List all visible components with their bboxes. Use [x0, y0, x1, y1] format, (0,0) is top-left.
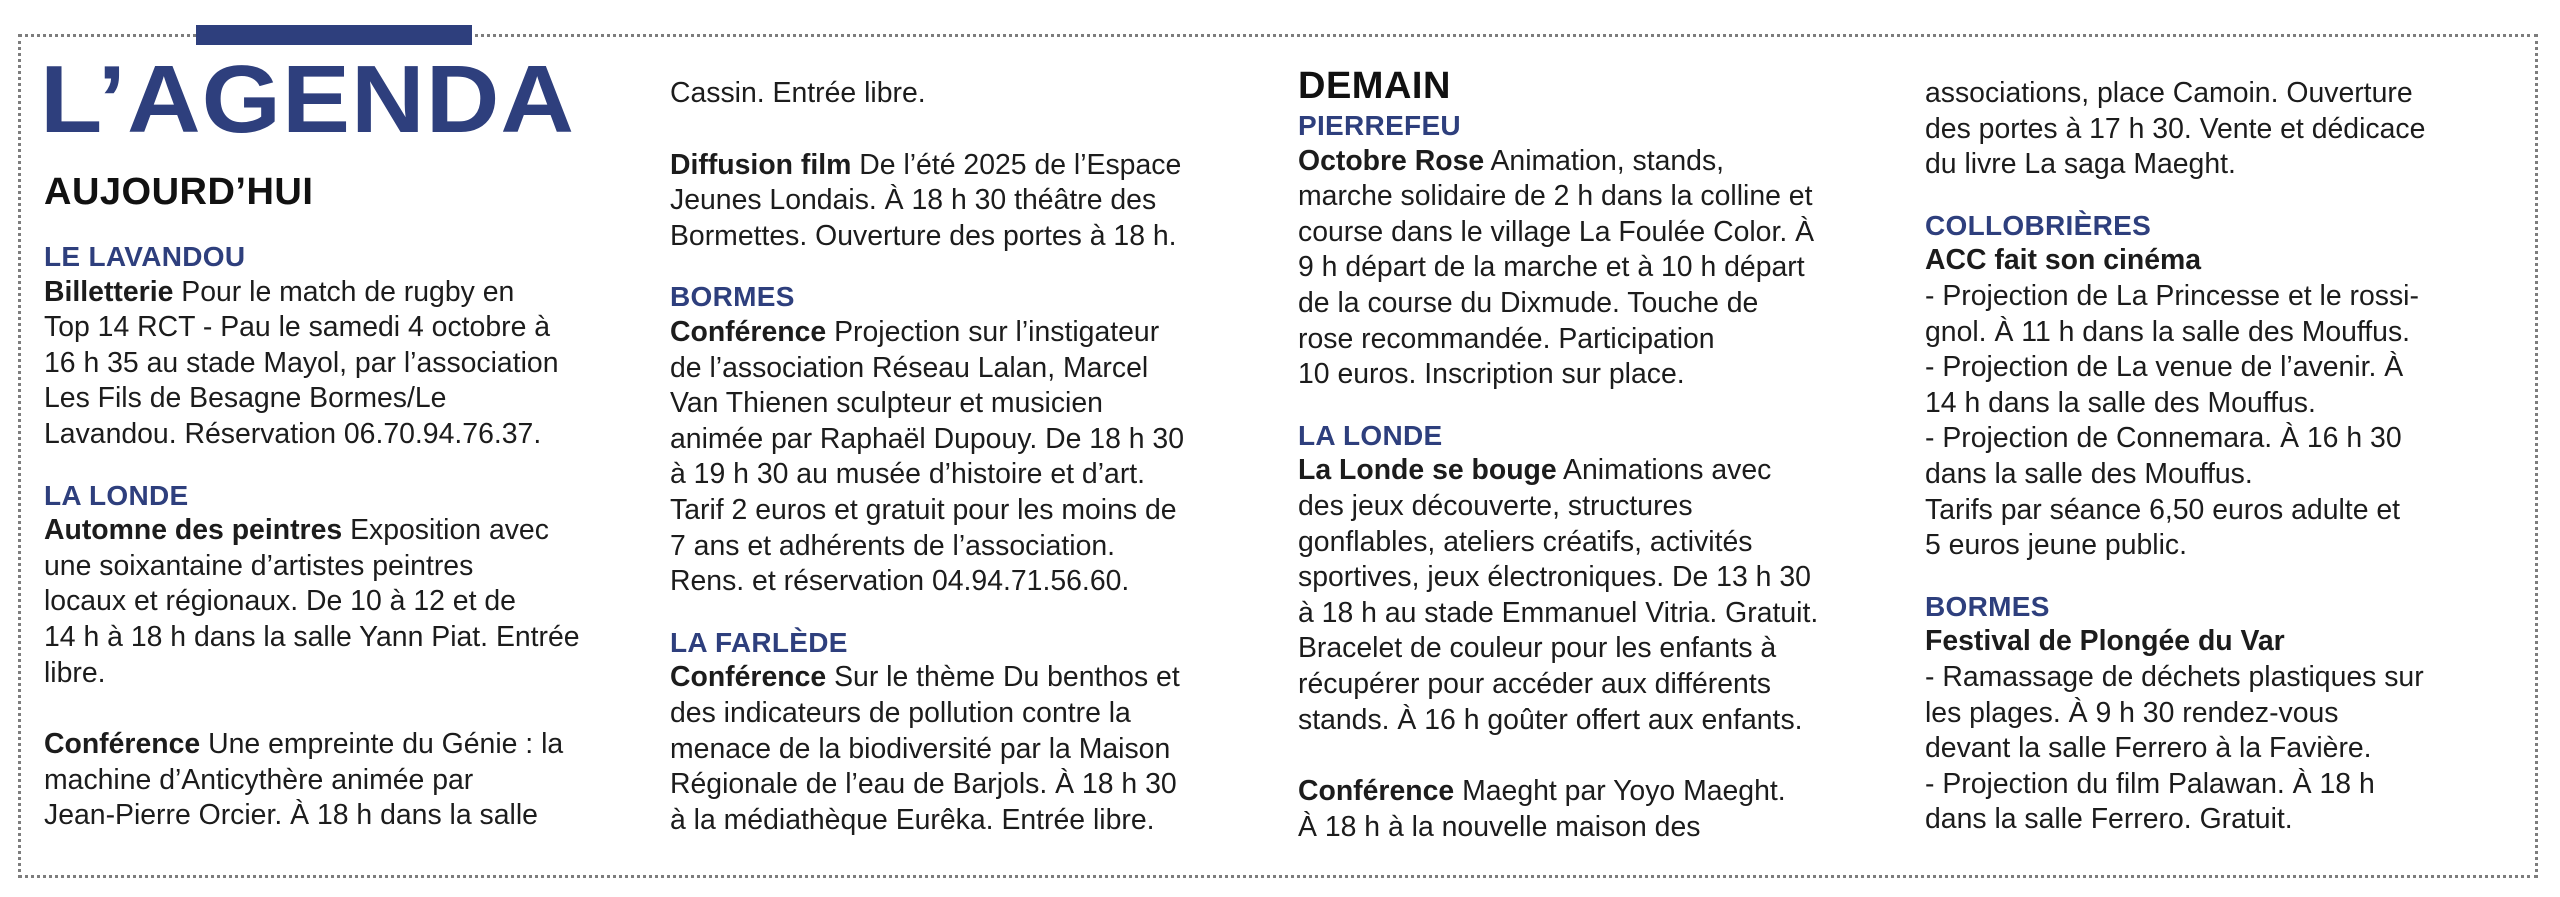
day-heading-tomorrow: DEMAIN — [1298, 65, 1451, 107]
event-text: Rens. et réservation 04.94.71.56.60. — [670, 565, 1130, 598]
event-diffusion-film — [670, 148, 1245, 184]
event-text: Régionale de l’eau de Barjols. À 18 h 30 — [670, 768, 1177, 801]
event-text: - Projection du film Palawan. À 18 h — [1925, 767, 2375, 800]
event-text: Top 14 RCT - Pau le samedi 4 octobre à — [44, 311, 551, 344]
event-text: des jeux découverte, structures — [1298, 489, 1693, 522]
town-collobrieres: COLLOBRIÈRES — [1925, 209, 2152, 241]
town-la-londe: LA LONDE — [1298, 419, 1443, 451]
event-title: ACC fait son cinéma — [1925, 244, 2202, 277]
event-text: Animations avec — [1563, 454, 1772, 487]
event-text: du livre La saga Maeght. — [1925, 148, 2236, 181]
event-text: gnol. À 11 h dans la salle des Mouffus. — [1925, 315, 2411, 348]
event-title: Conférence — [670, 661, 827, 694]
event-text: libre. — [44, 656, 106, 689]
column-1 — [44, 170, 634, 834]
event-text: Jeunes Londais. À 18 h 30 théâtre des — [670, 184, 1157, 217]
event-conference — [44, 727, 634, 763]
event-automne — [44, 513, 634, 549]
event-text: 16 h 35 au stade Mayol, par l’association — [44, 346, 559, 379]
event-conference — [1298, 774, 1873, 810]
event-text: - Ramassage de déchets plastiques sur — [1925, 660, 2424, 693]
event-text: Bracelet de couleur pour les enfants à — [1298, 632, 1777, 665]
event-text: Une empreinte du Génie : la — [208, 728, 564, 761]
town-la-farlede: LA FARLÈDE — [670, 626, 848, 658]
event-text: - Projection de La Princesse et le rossi- — [1925, 279, 2419, 312]
event-text: Exposition avec — [350, 514, 549, 547]
town-bormes: BORMES — [1925, 590, 2050, 622]
event-text: Lavandou. Réservation 06.70.94.76.37. — [44, 417, 542, 450]
event-text: Sur le thème Du benthos et — [834, 661, 1180, 694]
town-bormes: BORMES — [670, 281, 795, 313]
event-text: - Projection de Connemara. À 16 h 30 — [1925, 422, 2402, 455]
event-billetterie — [44, 275, 634, 311]
event-text: 5 euros jeune public. — [1925, 529, 2188, 562]
event-title: Conférence — [670, 315, 827, 348]
column-4 — [1925, 76, 2500, 838]
event-text: Cassin. Entrée libre. — [670, 77, 926, 109]
event-text: dans la salle Ferrero. Gratuit. — [1925, 803, 2293, 836]
day-heading-today: AUJOURD’HUI — [44, 171, 314, 213]
event-title: Octobre Rose — [1298, 144, 1485, 177]
event-text: Pour le match de rugby en — [181, 275, 515, 308]
event-text: rose recommandée. Participation — [1298, 322, 1715, 355]
event-conference — [670, 660, 1245, 696]
event-octobre-rose — [1298, 144, 1873, 180]
event-text: gonflables, ateliers créatifs, activités — [1298, 525, 1753, 558]
event-text: sportives, jeux électroniques. De 13 h 30 — [1298, 561, 1811, 594]
event-la-londe-se-bouge — [1298, 453, 1873, 489]
event-title: Billetterie — [44, 275, 174, 308]
event-text: récupérer pour accéder aux différents — [1298, 667, 1771, 700]
town-pierrefeu: PIERREFEU — [1298, 110, 1461, 141]
event-text: Projection sur l’instigateur — [834, 315, 1160, 348]
event-text: Animation, stands, — [1490, 144, 1725, 177]
event-text: de la course du Dixmude. Touche de — [1298, 286, 1759, 319]
event-text: devant la salle Ferrero à la Favière. — [1925, 732, 2372, 765]
event-text: Jean-Pierre Orcier. À 18 h dans la salle — [44, 799, 538, 832]
event-text: 10 euros. Inscription sur place. — [1298, 358, 1685, 391]
event-text: à la médiathèque Eurêka. Entrée libre. — [670, 803, 1155, 836]
event-text: les plages. À 9 h 30 rendez-vous — [1925, 696, 2339, 729]
event-title: La Londe se bouge — [1298, 454, 1557, 487]
event-text: stands. À 16 h goûter offert aux enfants. — [1298, 703, 1803, 736]
event-text: Van Thienen sculpteur et musicien — [670, 387, 1103, 420]
event-text: animée par Raphaël Dupouy. De 18 h 30 — [670, 422, 1184, 455]
event-text: Tarifs par séance 6,50 euros adulte et — [1925, 493, 2401, 526]
event-text: 9 h départ de la marche et à 10 h départ — [1298, 251, 1805, 284]
town-la-londe: LA LONDE — [44, 479, 189, 511]
event-text: À 18 h à la nouvelle maison des — [1298, 810, 1701, 843]
event-text: à 19 h 30 au musée d’histoire et d’art. — [670, 458, 1146, 491]
masthead-accent-bar — [196, 25, 472, 45]
event-text: Bormettes. Ouverture des portes à 18 h. — [670, 219, 1177, 252]
column-3 — [1298, 64, 1873, 845]
event-text: une soixantaine d’artistes peintres — [44, 549, 474, 582]
event-text: 7 ans et adhérents de l’association. — [670, 529, 1116, 562]
event-title: Festival de Plongée du Var — [1925, 625, 2285, 658]
event-text: marche solidaire de 2 h dans la colline et — [1298, 180, 1813, 213]
event-text: à 18 h au stade Emmanuel Vitria. Gratuit. — [1298, 596, 1819, 629]
event-text: machine d’Anticythère animée par — [44, 763, 474, 796]
event-text: Tarif 2 euros et gratuit pour les moins de — [670, 493, 1177, 526]
event-text: locaux et régionaux. De 10 à 12 et de — [44, 585, 516, 618]
event-text: 14 h dans la salle des Mouffus. — [1925, 386, 2316, 419]
event-conference — [670, 315, 1245, 351]
event-text: Maeght par Yoyo Maeght. — [1462, 775, 1786, 808]
event-text: Les Fils de Besagne Bormes/Le — [44, 382, 447, 415]
event-text: course dans le village La Foulée Color. À — [1298, 215, 1815, 248]
event-text: 14 h à 18 h dans la salle Yann Piat. Entrée — [44, 620, 580, 653]
event-text: de l’association Réseau Lalan, Marcel — [670, 351, 1149, 384]
event-text: dans la salle des Mouffus. — [1925, 457, 2253, 490]
event-title: Conférence — [44, 728, 201, 761]
town-le-lavandou: LE LAVANDOU — [44, 241, 246, 272]
event-title: Diffusion film — [670, 148, 852, 181]
event-title: Conférence — [1298, 775, 1455, 808]
event-text: - Projection de La venue de l’avenir. À — [1925, 351, 2404, 384]
event-text: des indicateurs de pollution contre la — [670, 696, 1131, 729]
column-2 — [670, 76, 1245, 838]
agenda-masthead: L’AGENDA — [40, 45, 576, 153]
event-text: menace de la biodiversité par la Maison — [670, 732, 1171, 765]
event-text: des portes à 17 h 30. Vente et dédicace — [1925, 112, 2426, 145]
event-text: associations, place Camoin. Ouverture — [1925, 77, 2413, 109]
event-text: De l’été 2025 de l’Espace — [859, 148, 1182, 181]
event-title: Automne des peintres — [44, 514, 343, 547]
